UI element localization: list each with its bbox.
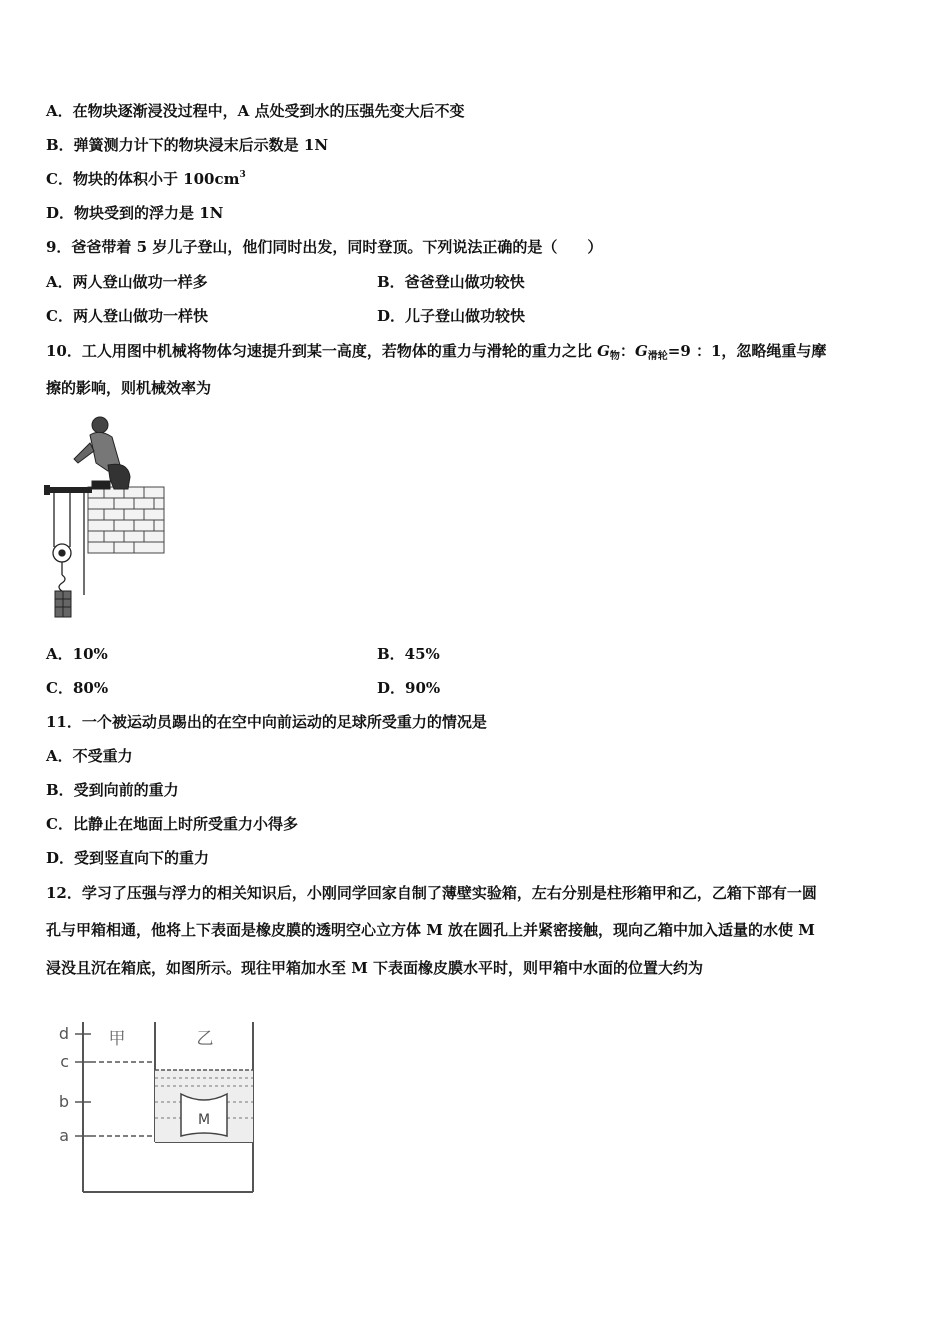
q8-option-c [46, 169, 246, 189]
q10-g2: G [634, 342, 648, 360]
q11-stem: 11．一个被运动员踢出的在空中向前运动的足球所受重力的情况是 [46, 713, 487, 731]
q8-option-c-text: C．物块的体积小于 100cm [46, 170, 240, 188]
q10-colon: ： [619, 342, 635, 360]
dashed-level-lines [91, 1062, 155, 1136]
q9-option-d: D．儿子登山做功较快 [377, 307, 526, 325]
q12-stem-line1: 12．学习了压强与浮力的相关知识后，小刚同学回家自制了薄壁实验箱，左右分别是柱形箱甲和乙，乙箱下部有一圆 [46, 884, 817, 902]
apparatus-figure [55, 1018, 260, 1198]
q9-stem: 9．爸爸带着 5 岁儿子登山，他们同时出发，同时登顶。下列说法正确的是（ ） [46, 238, 603, 256]
q10-option-d: D．90% [377, 679, 441, 697]
label-m: M [197, 1112, 211, 1128]
pulley-beam [44, 485, 92, 495]
worker [74, 417, 130, 489]
q8-option-d: D．物块受到的浮力是 1N [46, 204, 224, 222]
q10-stem-line1 [46, 341, 826, 361]
q11-option-a: A．不受重力 [46, 747, 133, 765]
q9-option-c: C．两人登山做功一样快 [46, 307, 208, 325]
q10-option-b: B．45% [377, 645, 440, 663]
q10-stem-text: 10．工人用图中机械将物体匀速提升到某一高度，若物体的重力与滑轮的重力之比 [46, 342, 598, 360]
label-b: b [58, 1092, 69, 1111]
q10-g2-sub: 滑轮 [647, 351, 668, 362]
label-yi: 乙 [196, 1029, 214, 1049]
q10-g1-sub: 物 [609, 351, 620, 362]
hanging-load [55, 591, 71, 617]
q11-option-c: C．比静止在地面上时所受重力小得多 [46, 815, 298, 833]
label-jia: 甲 [108, 1029, 126, 1049]
q11-option-d: D．受到竖直向下的重力 [46, 849, 210, 867]
q10-ratio: =9 ：1，忽略绳重与摩 [667, 342, 827, 360]
q10-option-a: A．10% [46, 645, 108, 663]
label-d: d [58, 1024, 69, 1043]
q8-option-c-sup: 3 [239, 170, 246, 180]
q8-option-b: B．弹簧测力计下的物块浸末后示数是 1N [46, 136, 329, 154]
pulley-system [53, 493, 84, 595]
q10-stem-line2: 擦的影响，则机械效率为 [46, 379, 212, 397]
q10-option-c: C．80% [46, 679, 109, 697]
q9-option-b: B．爸爸登山做功较快 [377, 273, 525, 291]
q12-stem-line3: 浸没且沉在箱底，如图所示。现往甲箱加水至 M 下表面橡皮膜水平时，则甲箱中水面的位置大约为 [46, 959, 704, 977]
q8-option-a: A．在物块逐渐浸没过程中，A 点处受到水的压强先变大后不变 [46, 102, 465, 120]
q10-g1: G [597, 342, 610, 360]
q12-stem-line2: 孔与甲箱相通，他将上下表面是橡皮膜的透明空心立方体 M 放在圆孔上并紧密接触，现向乙箱中加入适量的水使 M [46, 921, 815, 939]
label-c: c [60, 1052, 69, 1071]
q11-option-b: B．受到向前的重力 [46, 781, 179, 799]
label-a: a [59, 1126, 69, 1145]
brick-wall [88, 487, 164, 553]
pulley-worker-figure [44, 415, 169, 625]
q9-option-a: A．两人登山做功一样多 [46, 273, 208, 291]
